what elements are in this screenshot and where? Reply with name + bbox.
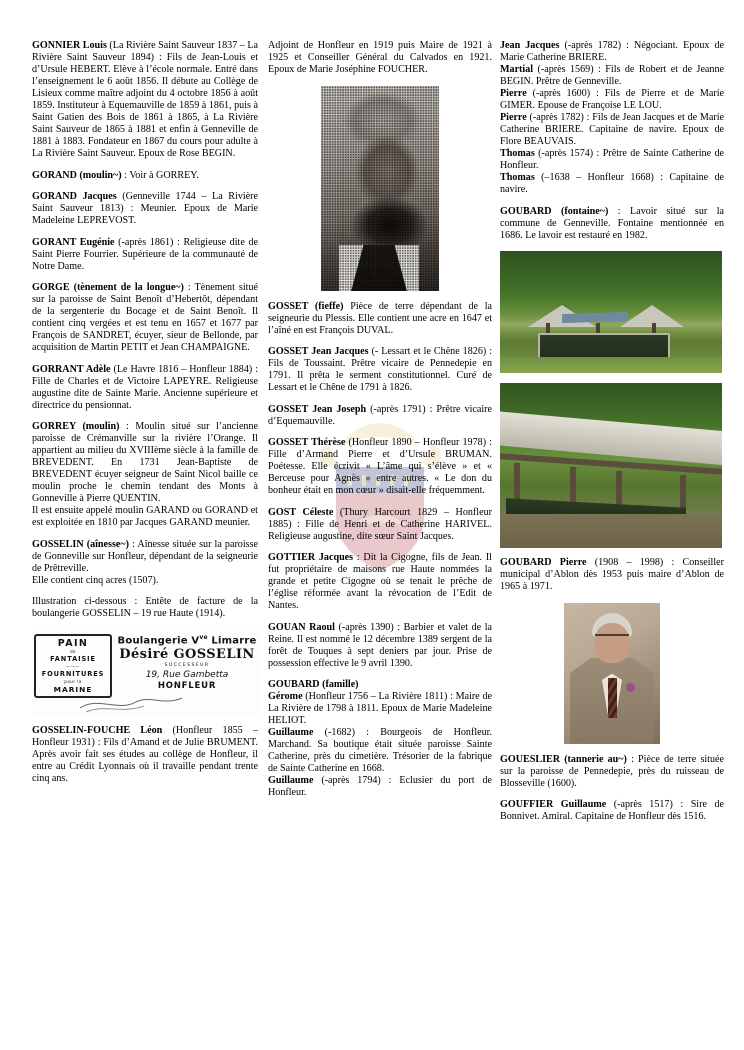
entry-body: Illustration ci-dessous : Entête de facture de la boulangerie GOSSELIN – 19 rue Haute (1914).	[32, 596, 258, 619]
headword: GORAND (moulin~)	[32, 169, 122, 181]
entry-gouffier-guillaume	[500, 799, 724, 823]
letterhead-fantaisie: FANTAISIE	[50, 654, 96, 663]
lavoir-grass	[500, 357, 722, 373]
headword: GOSSET Jean Jacques	[268, 346, 369, 357]
entry-gost-celeste	[268, 507, 492, 543]
entry-body: : Dit la Cigogne, fils de Jean. Il fut propriétaire de maisons rue Haute nommées la grande et petite Cigogne où se tenait le prêche de l’église réformée avant la révocation de l’Edit de Nantes.	[268, 552, 492, 611]
entry-goubard-gerome	[268, 691, 492, 727]
sub-headword: Pierre	[500, 112, 527, 123]
headword: GORREY (moulin)	[32, 421, 120, 432]
entry-body: Il est ensuite appelé moulin GARAND ou GORAND et est exploitée en 1810 par Jacques GARAND meunier.	[32, 505, 258, 528]
entry-gorrey-moulin	[32, 421, 258, 505]
entry-gorrey-moulin-suite	[32, 505, 258, 529]
photo-lavoir-goubard-close	[500, 383, 722, 548]
entry-gosselin-ainesse-suite	[32, 575, 258, 587]
entry-body: Pièce de terre dépendant de la seigneurie du Plessis. Elle contient une acre en 1647 et l’aîné en est François DUVAL.	[268, 300, 492, 336]
entry-goubard-guillaume-1794	[268, 775, 492, 799]
letterhead-boulangerie-line	[116, 632, 258, 647]
headword: GOSSET Thérèse	[268, 437, 346, 448]
column-1	[0, 0, 268, 1050]
portrait-lapel-rosette	[626, 683, 635, 692]
entry-body: (1908 – 1998) : Conseiller municipal d’Ablon dès 1953 puis maire d’Ablon de 1965 à 1971.	[500, 557, 724, 592]
entry-body: (-1682) : Bourgeois de Honfleur. Marchand. Sa boutique était située paroisse Sainte Catherine, près du cimetière. Trésorier de la fabrique de Sainte Catherine en 1668.	[268, 727, 492, 774]
sub-headword: Gérome	[268, 691, 303, 702]
entry-body: (La Rivière Saint Sauveur 1837 – La Rivière Saint Sauveur 1894) : Fils de Jean-Louis et d’Ursule HEBERT. Elève à l’école normale. Entré dans l’enseignement le 6 août 1856. Il débute au Collège de Lisieux comme maître adjoint du 4 octobre 1856 à août 1859. Instituteur à Equemauville de 1859 à 1861, puis à Saint Gatien des Bois de 1861 à 1865, à La Rivière Saint Sauveur de 1865 à 1881 et enfin à Genneville de 1881 à 1883. Fondateur en 1867 du cours pour adulte à La Rivière Saint Sauveur. Epoux de Rose BEGIN.	[32, 40, 258, 159]
headword: GORAND Jacques	[32, 191, 117, 202]
entry-body: : Pièce de terre située sur la paroisse de Pennedepie, près du ruisseau de Blosseville (1600).	[500, 753, 724, 789]
headword: GOTTIER Jacques	[268, 552, 354, 563]
sub-headword: Jean Jacques	[500, 40, 560, 51]
headword: GOSSET Jean Joseph	[268, 403, 367, 415]
entry-gosset-fieffe	[268, 301, 492, 337]
entry-body: (-après 1782) : Négociant. Epoux de Marie Catherine BRIERE.	[500, 40, 724, 63]
entry-body: Adjoint de Honfleur en 1919 puis Maire de 1921 à 1925 et Conseiller Général du Calvados en 1921. Epoux de Marie Joséphine FOUCHER.	[268, 40, 492, 75]
entry-gorrant-adele	[32, 364, 258, 412]
entry-gorant-eugenie	[32, 237, 258, 273]
portrait-collar	[339, 245, 419, 291]
sub-headword: Guillaume	[268, 775, 314, 786]
lavoir-ridge	[562, 312, 628, 323]
entry-body: Elle contient cinq acres (1507).	[32, 574, 159, 586]
entry-body: : Tènement situé sur la paroisse de Saint Benoît d’Hebertôt, dépendant de la sergenterie du Bocage et de Saint Benoît. Il contient cinq vergées et est tenu en 1657 et 1677 par François de SANDRET, écuyer, sieur de Bellonde, par acquisition de Martin PETIT et Jean CHAMPAIGNE.	[32, 282, 258, 353]
entry-body: (-après 1569) : Fils de Robert et de Jeanne BEGIN. Prêtre de Genneville.	[500, 64, 724, 87]
sub-headword: Thomas	[500, 148, 535, 159]
headword: GOUFFIER Guillaume	[500, 799, 607, 810]
headword: GORANT Eugénie	[32, 236, 115, 248]
entry-gonnier-louis	[32, 40, 258, 160]
headword: GOUBARD (fontaine~)	[500, 205, 609, 217]
letterhead-fournitures: FOURNITURES	[41, 669, 105, 678]
letterhead-de: de	[69, 648, 77, 654]
entry-goubard-pierre-1908	[500, 557, 724, 593]
entry-gosset-jean-jacques	[268, 346, 492, 394]
entry-body: (Honfleur 1756 – La Rivière 1811) : Maire de La Rivière de 1798 à 1811. Epoux de Marie Madeleine HELIOT.	[268, 691, 492, 726]
headword: GORRANT Adèle	[32, 363, 111, 375]
entry-gorge-tenement	[32, 282, 258, 354]
illustration-caption	[32, 596, 258, 620]
headword: GORGE (tènement de la longue~)	[32, 282, 184, 293]
entry-body: (Genneville 1744 – La Rivière Saint Sauveur 1813) : Meunier. Epoux de Marie Madeleine LEPREVOST.	[32, 191, 258, 226]
entry-gorand-jacques	[32, 191, 258, 227]
entry-goubard-pierre-1782	[500, 112, 724, 148]
photo-lavoir-goubard-wide	[500, 251, 722, 373]
entry-body: (-après 1517) : Sire de Bonnivet. Amiral. Capitaine de Honfleur dès 1516.	[500, 799, 724, 822]
letterhead-marine: MARINE	[53, 684, 93, 694]
entry-body: (-après 1782) : Fils de Jean Jacques et de Marie Catherine BRIERE. Capitaine de navire. Epoux de Flore BEAUVAIS.	[500, 112, 724, 147]
entry-goubard-famille	[268, 679, 492, 691]
handwriting-scribble-icon	[78, 690, 198, 714]
entry-body: (-après 1794) : Eclusier du port de Honfleur.	[268, 775, 492, 798]
entry-gosset-therese	[268, 437, 492, 497]
entry-goubard-thomas-1668	[500, 172, 724, 196]
entry-body: : Lavoir situé sur la commune de Genneville. Fontaine mentionnée en 1686. Le lavoir est restauré en 1982.	[500, 205, 724, 241]
headword: GOSSET (fieffe)	[268, 300, 344, 312]
letterhead-address: 19, Rue Gambetta	[145, 669, 229, 680]
column-2	[268, 0, 500, 1050]
entry-body: (Thury Harcourt 1829 – Honfleur 1885) : Fille de Henri et de Catherine HARIVEL. Religieuse augustine, dite sœur Saint Jacques.	[268, 506, 492, 542]
entry-body: (-après 1861) : Religieuse dite de Saint Pierre Fourrier. Supérieure de la communauté de Notre Dame.	[32, 236, 258, 272]
entry-gosselin-ainesse	[32, 539, 258, 575]
entry-body: (-après 1574) : Prêtre de Sainte Catherine de Honfleur.	[500, 148, 724, 171]
glasses-icon	[595, 634, 629, 641]
headword: GOST Céleste	[268, 506, 334, 518]
entry-body: : Aînesse située sur la paroisse de Gonneville sur Honfleur, dépendant de la seigneurie de Prêtreville.	[32, 538, 258, 574]
entry-body: (Honfleur 1890 – Honfleur 1978) : Fille d’Armand Pierre et d’Ursule BRUMAN. Poétesse. Elle écrivit « L’âme qui s’élève » et « Berceuse pour Agnès » entre autres. « Le don du bonheur était en mon cœur » disait-elle fréquemment.	[268, 437, 492, 496]
entry-body: : Voir à GORREY.	[121, 169, 199, 181]
entry-body: (- Lessart et le Chêne 1826) : Fils de Toussaint. Prêtre vicaire de Pennedepie en 1791. Il prêta le serment constitutionnel. Curé de Lessart et le Chêne de 1791 à 1826.	[268, 346, 493, 393]
column-3	[500, 0, 744, 1050]
sub-headword: Thomas	[500, 172, 535, 183]
figure-lavoir-close	[500, 383, 724, 548]
figure-portrait-goubard	[500, 603, 724, 744]
lavoir-ground	[500, 514, 722, 548]
entry-body: (-après 1390) : Barbier et valet de la Reine. Il est nommé le 12 décembre 1389 sergent de la forêt de Touques à sept deniers par jour. Prise de possession effective le 9 avril 1390.	[268, 621, 492, 669]
headword: GOUBARD Pierre	[500, 557, 587, 568]
headword: GOSSELIN-FOUCHE Léon	[32, 724, 163, 736]
letterhead-rule: ———	[66, 663, 80, 669]
headword: GOUBARD (famille)	[268, 679, 359, 690]
figure-gosselin-invoice	[32, 630, 258, 716]
headword: GOUAN Raoul	[268, 621, 335, 633]
letterhead-city: HONFLEUR	[157, 680, 217, 691]
headword: GOUESLIER (tannerie au~)	[500, 753, 627, 765]
letterhead-text-block	[116, 632, 258, 692]
entry-goubard-martial	[500, 64, 724, 88]
entry-goubard-fontaine	[500, 206, 724, 242]
letterhead-vve-sup: ve	[199, 633, 208, 641]
entry-gosselin-fouche-leon	[32, 725, 258, 785]
entry-gorand-moulin	[32, 170, 258, 182]
portrait-tie	[608, 678, 617, 718]
entry-gonnier-louis-suite	[268, 40, 492, 76]
sub-headword: Martial	[500, 64, 534, 75]
letterhead-boulangerie: Boulangerie V	[117, 634, 200, 646]
entry-goubard-pierre-1600	[500, 88, 724, 112]
entry-body: : Moulin situé sur l’ancienne paroisse de Crémanville sur la rivière l’Orange. Il appartient au milieu du XVIIIème siècle à la famille de BREVEDENT. En 1731 Jean-Baptiste de BREVEDENT écuyer seigneur de Saint Nicol baille ce moulin proche le chemin tendant des Monts à Gonneville à Pierre QUENTIN.	[32, 421, 259, 504]
entry-goueslier-tannerie	[500, 754, 724, 790]
figure-lavoir-wide	[500, 251, 724, 373]
letterhead-pain: PAIN	[57, 637, 89, 649]
entry-goubard-thomas-1574	[500, 148, 724, 172]
entry-body: (Le Havre 1816 – Honfleur 1884) : Fille de Charles et de Victoire LAPEYRE. Religieuse augustine dite de Sainte Marie. Ancienne supérieure et directrice du pensionnat.	[32, 363, 258, 411]
letterhead-successeur: SUCCESSEUR	[164, 662, 210, 668]
entry-body: (Honfleur 1855 – Honfleur 1931) : Fils d’Amand et de Julie BRUMENT. Après avoir fait ses études au collège de Honfleur, il entre au Crédit Lyonnais où il travaille pendant trente cinq ans.	[32, 724, 258, 784]
letterhead-pour-la: pour la	[64, 678, 82, 684]
gosselin-bakery-invoice-header	[32, 630, 260, 716]
entry-gosset-jean-joseph	[268, 404, 492, 428]
entry-gottier-jacques	[268, 552, 492, 612]
letterhead-limarre: Limarre	[207, 634, 257, 646]
portrait-goubard-pierre	[564, 603, 660, 744]
entry-gouan-raoul	[268, 622, 492, 670]
entry-goubard-jean-jacques	[500, 40, 724, 64]
entry-goubard-guillaume-1682	[268, 727, 492, 775]
letterhead-proprietor: Désiré GOSSELIN	[119, 646, 255, 662]
entry-body: (-après 1600) : Fils de Pierre et de Marie GIMER. Epouse de Françoise LE LOU.	[500, 88, 724, 111]
entry-body: (–1638 – Honfleur 1668) : Capitaine de navire.	[500, 172, 724, 195]
portrait-face	[595, 623, 629, 663]
portrait-gonnier-louis	[321, 86, 439, 291]
headword: GOSSELIN (aînesse~)	[32, 538, 129, 550]
sub-headword: Pierre	[500, 88, 527, 99]
sub-headword: Guillaume	[268, 727, 314, 738]
headword: GONNIER Louis	[32, 40, 107, 51]
letterhead-ornament-box	[34, 634, 112, 698]
figure-portrait-gonnier	[268, 86, 492, 291]
entry-body: (-après 1791) : Prêtre vicaire d’Equemauville.	[268, 403, 492, 427]
